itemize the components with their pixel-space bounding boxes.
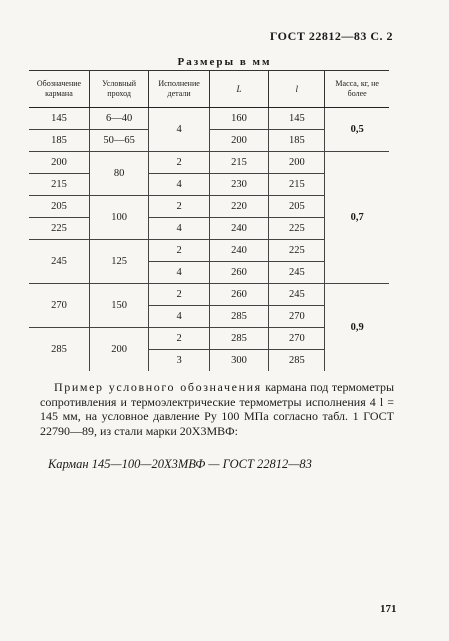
- cell-L: 285: [209, 306, 268, 328]
- cell-oboznachenie: 185: [29, 130, 89, 152]
- cell-l: 205: [269, 196, 325, 218]
- table-caption: Размеры в мм: [177, 56, 272, 68]
- col-header-massa: Масса, кг, не более: [325, 71, 389, 108]
- paragraph-body: кармана под термометры сопротивления и термоэлектрические термометры исполнения 4 l = 145 мм, на условное давление Pу 100 МПа согласно табл. 1 ГОСТ 22790—89, из стали марки 20Х3МВФ:: [40, 380, 395, 438]
- document-header: ГОСТ 22812—83 С. 2: [269, 29, 393, 43]
- cell-L: 215: [209, 152, 268, 174]
- sizes-table: [29, 70, 389, 371]
- table-header-row: [29, 71, 389, 108]
- cell-l: 215: [269, 174, 325, 196]
- table-row: [29, 284, 389, 306]
- cell-l: 245: [269, 284, 325, 306]
- cell-ispolnenie: 2: [149, 196, 210, 218]
- cell-massa: 0,7: [325, 152, 389, 284]
- cell-uslovny-prohod: 100: [89, 196, 148, 240]
- cell-L: 240: [209, 218, 268, 240]
- paragraph-lead: Пример условного обозначения: [54, 380, 262, 394]
- cell-ispolnenie: 2: [149, 328, 210, 350]
- cell-ispolnenie: 4: [149, 108, 210, 152]
- cell-L: 220: [209, 196, 268, 218]
- cell-uslovny-prohod: 150: [89, 284, 148, 328]
- cell-l: 225: [269, 240, 325, 262]
- col-header-oboznachenie: Обозначение кармана: [29, 71, 89, 108]
- cell-uslovny-prohod: 50—65: [89, 130, 148, 152]
- col-header-L: L: [209, 71, 268, 108]
- cell-l: 145: [269, 108, 325, 130]
- cell-ispolnenie: 4: [149, 306, 210, 328]
- page-number: 171: [380, 603, 397, 615]
- cell-oboznachenie: 215: [29, 174, 89, 196]
- cell-uslovny-prohod: 125: [89, 240, 148, 284]
- cell-oboznachenie: 270: [29, 284, 89, 328]
- cell-ispolnenie: 3: [149, 350, 210, 372]
- table-row: [29, 108, 389, 130]
- cell-oboznachenie: 200: [29, 152, 89, 174]
- cell-oboznachenie: 285: [29, 328, 89, 372]
- col-header-l: l: [269, 71, 325, 108]
- table-row: [29, 152, 389, 174]
- cell-ispolnenie: 4: [149, 218, 210, 240]
- cell-ispolnenie: 2: [149, 240, 210, 262]
- col-header-ispolnenie: Исполнение детали: [149, 71, 210, 108]
- cell-massa: 0,9: [325, 284, 389, 372]
- cell-uslovny-prohod: 200: [89, 328, 148, 372]
- cell-uslovny-prohod: 6—40: [89, 108, 148, 130]
- cell-L: 240: [209, 240, 268, 262]
- cell-ispolnenie: 4: [149, 174, 210, 196]
- cell-L: 230: [209, 174, 268, 196]
- cell-L: 285: [209, 328, 268, 350]
- designation-example: Карман 145—100—20Х3МВФ — ГОСТ 22812—83: [48, 457, 312, 471]
- cell-L: 300: [209, 350, 268, 372]
- cell-oboznachenie: 225: [29, 218, 89, 240]
- cell-massa: 0,5: [325, 108, 389, 152]
- cell-L: 260: [209, 284, 268, 306]
- cell-ispolnenie: 2: [149, 152, 210, 174]
- cell-l: 270: [269, 306, 325, 328]
- example-paragraph: [40, 380, 394, 438]
- cell-L: 200: [209, 130, 268, 152]
- cell-ispolnenie: 4: [149, 262, 210, 284]
- cell-L: 260: [209, 262, 268, 284]
- cell-l: 185: [269, 130, 325, 152]
- cell-l: 245: [269, 262, 325, 284]
- col-header-uslovny-prohod: Условный проход: [89, 71, 148, 108]
- cell-oboznachenie: 145: [51, 113, 67, 124]
- cell-uslovny-prohod: 80: [89, 152, 148, 196]
- cell-l: 285: [269, 350, 325, 372]
- cell-oboznachenie: 245: [29, 240, 89, 284]
- cell-l: 270: [269, 328, 325, 350]
- cell-l: 200: [269, 152, 325, 174]
- cell-oboznachenie: 205: [29, 196, 89, 218]
- cell-L: 160: [209, 108, 268, 130]
- cell-ispolnenie: 2: [149, 284, 210, 306]
- cell-l: 225: [269, 218, 325, 240]
